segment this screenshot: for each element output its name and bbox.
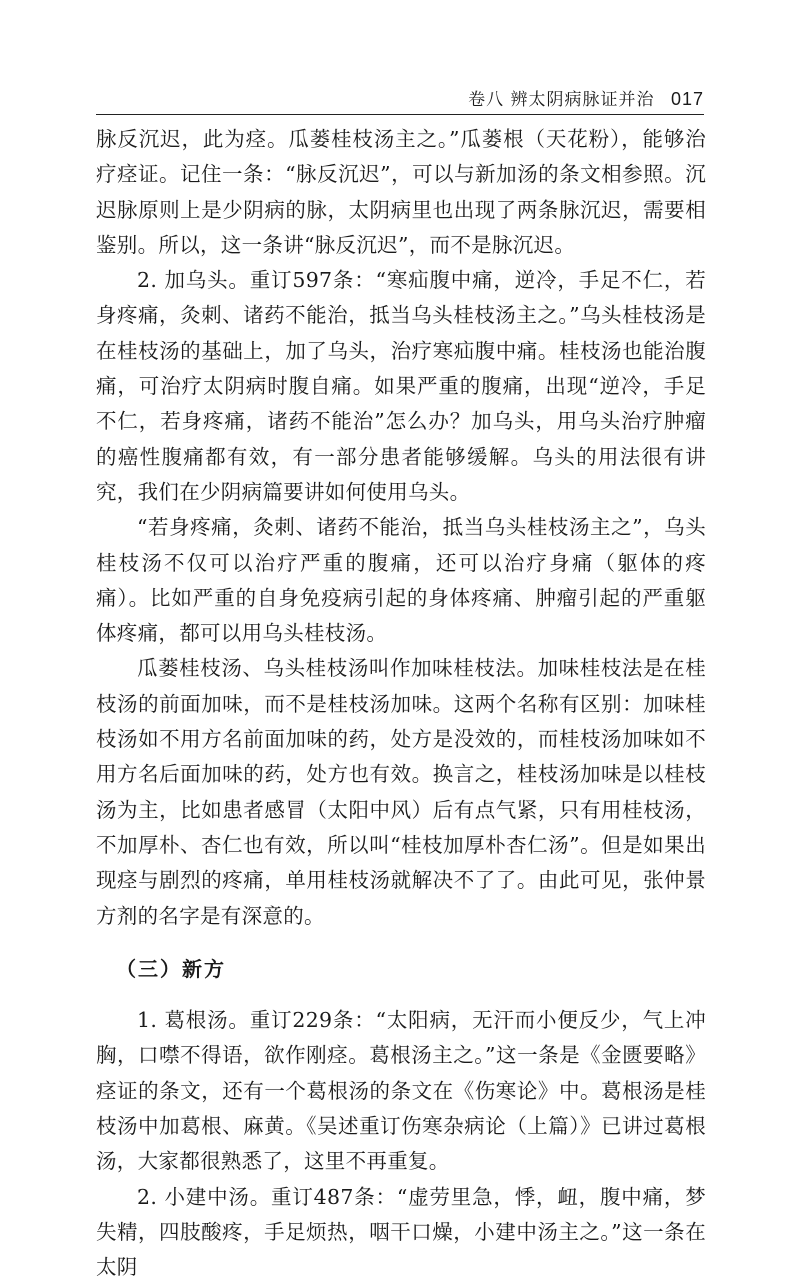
chapter-title: 辨太阴病脉证并治 xyxy=(510,90,655,110)
paragraph: 1. 葛根汤。重订229条：“太阳病，无汗而小便反少，气上冲胸，口噤不得语，欲作刚痉。葛根汤主之。”这一条是《金匮要略》痉证的条文，还有一个葛根汤的条文在《伤寒论》中。葛根汤是桂枝汤中加葛根、麻黄。《吴述重订伤寒杂病论（上篇）》已讲过葛根汤，大家都很熟悉了，这里不再重复。 xyxy=(96,1008,706,1174)
chapter-label: 卷八 xyxy=(468,90,505,110)
paragraph: 瓜蒌桂枝汤、乌头桂枝汤叫作加味桂枝法。加味桂枝法是在桂枝汤的前面加味，而不是桂枝汤加味。这两个名称有区别：加味桂枝汤如不用方名前面加味的药，处方是没效的，而桂枝汤加味如不用方名后面加味的药，处方也有效。换言之，桂枝汤加味是以桂枝汤为主，比如患者感冒（太阳中风）后有点气紧，只有用桂枝汤，不加厚朴、杏仁也有效，所以叫“桂枝加厚朴杏仁汤”。但是如果出现痉与剧烈的疼痛，单用桂枝汤就解决不了了。由此可见，张仲景方剂的名字是有深意的。 xyxy=(96,656,706,928)
paragraph: 2. 小建中汤。重订487条：“虚劳里急，悸，衄，腹中痛，梦失精，四肢酸疼，手足烦热，咽干口燥，小建中汤主之。”这一条在太阴 xyxy=(96,1184,706,1280)
paragraph: “若身疼痛，灸刺、诸药不能治，抵当乌头桂枝汤主之”，乌头桂枝汤不仅可以治疗严重的腹痛，还可以治疗身痛（躯体的疼痛）。比如严重的自身免疫病引起的身体疼痛、肿瘤引起的严重躯体疼痛，都可以用乌头桂枝汤。 xyxy=(96,515,706,646)
paragraph: 2. 加乌头。重订597条：“寒疝腹中痛，逆冷，手足不仁，若身疼痛，灸刺、诸药不能治，抵当乌头桂枝汤主之。”乌头桂枝汤是在桂枝汤的基础上，加了乌头，治疗寒疝腹中痛。桂枝汤也能治腹痛，可治疗太阴病时腹自痛。如果严重的腹痛，出现“逆冷，手足不仁，若身疼痛，诸药不能治”怎么办？加乌头，用乌头治疗肿瘤的癌性腹痛都有效，有一部分患者能够缓解。乌头的用法很有讲究，我们在少阴病篇要讲如何使用乌头。 xyxy=(96,268,706,504)
paragraph: 脉反沉迟，此为痉。瓜蒌桂枝汤主之。”瓜蒌根（天花粉），能够治疗痉证。记住一条：“脉反沉迟”，可以与新加汤的条文相参照。沉迟脉原则上是少阴病的脉，太阴病里也出现了两条脉沉迟，需要相鉴别。所以，这一条讲“脉反沉迟”，而不是脉沉迟。 xyxy=(96,127,706,257)
section-heading: （三）新方 xyxy=(116,956,226,981)
body-text xyxy=(96,122,706,1286)
page-number: 017 xyxy=(670,89,704,109)
running-head xyxy=(96,86,704,115)
